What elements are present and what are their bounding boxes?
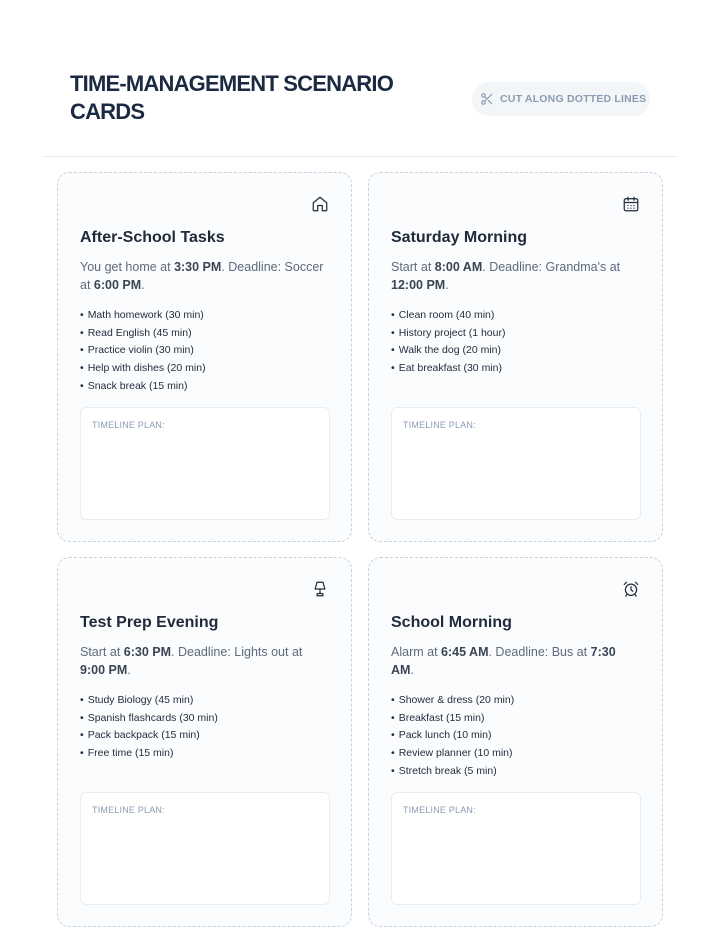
card-description: Alarm at 6:45 AM. Deadline: Bus at 7:30 AM. xyxy=(391,645,616,677)
list-item: • Free time (15 min) xyxy=(80,745,218,763)
list-item: • Stretch break (5 min) xyxy=(391,763,514,781)
task-list xyxy=(391,692,514,781)
timeline-plan-label: TIMELINE PLAN: xyxy=(403,420,476,430)
list-item: • History project (1 hour) xyxy=(391,325,505,343)
list-item: • Clean room (40 min) xyxy=(391,307,505,325)
timeline-plan-label: TIMELINE PLAN: xyxy=(92,805,165,815)
list-item: • Pack backpack (15 min) xyxy=(80,727,218,745)
list-item: • Help with dishes (20 min) xyxy=(80,360,206,378)
list-item: • Math homework (30 min) xyxy=(80,307,206,325)
cut-instruction-badge xyxy=(472,82,650,116)
home-icon xyxy=(311,195,329,213)
cut-instruction-label: CUT ALONG DOTTED LINES xyxy=(500,93,647,105)
card-title: Saturday Morning xyxy=(391,229,528,246)
lamp-icon xyxy=(311,580,329,598)
scenario-card-after-school xyxy=(57,172,352,542)
list-item: • Breakfast (15 min) xyxy=(391,710,514,728)
timeline-plan-box[interactable] xyxy=(80,407,330,520)
list-item: • Spanish flashcards (30 min) xyxy=(80,710,218,728)
list-item: • Study Biology (45 min) xyxy=(80,692,218,710)
timeline-plan-box[interactable] xyxy=(80,792,330,905)
timeline-plan-box[interactable] xyxy=(391,792,641,905)
scenario-card-school-morning xyxy=(368,557,663,927)
card-title: After-School Tasks xyxy=(80,229,225,246)
list-item: • Read English (45 min) xyxy=(80,325,206,343)
timeline-plan-label: TIMELINE PLAN: xyxy=(92,420,165,430)
page-header xyxy=(0,0,720,157)
card-description: Start at 6:30 PM. Deadline: Lights out at 9:00 PM. xyxy=(80,645,303,677)
list-item: • Pack lunch (10 min) xyxy=(391,727,514,745)
list-item: • Walk the dog (20 min) xyxy=(391,342,505,360)
list-item: • Snack break (15 min) xyxy=(80,378,206,396)
card-title: Test Prep Evening xyxy=(80,614,219,631)
card-description: You get home at 3:30 PM. Deadline: Soccer at 6:00 PM. xyxy=(80,260,324,292)
scenario-card-saturday-morning xyxy=(368,172,663,542)
task-list xyxy=(391,307,505,378)
list-item: • Practice violin (30 min) xyxy=(80,342,206,360)
header-divider xyxy=(44,156,676,157)
card-title: School Morning xyxy=(391,614,512,631)
calendar-icon xyxy=(622,195,640,213)
timeline-plan-label: TIMELINE PLAN: xyxy=(403,805,476,815)
list-item: • Eat breakfast (30 min) xyxy=(391,360,505,378)
timeline-plan-box[interactable] xyxy=(391,407,641,520)
list-item: • Review planner (10 min) xyxy=(391,745,514,763)
card-description: Start at 8:00 AM. Deadline: Grandma's at 12:00 PM. xyxy=(391,260,621,292)
scenario-card-test-prep-evening xyxy=(57,557,352,927)
list-item: • Shower & dress (20 min) xyxy=(391,692,514,710)
scissors-icon xyxy=(480,92,494,106)
alarm-clock-icon xyxy=(622,580,640,598)
page-title: TIME-MANAGEMENT SCENARIO CARDS xyxy=(70,71,394,124)
task-list xyxy=(80,307,206,396)
task-list xyxy=(80,692,218,763)
